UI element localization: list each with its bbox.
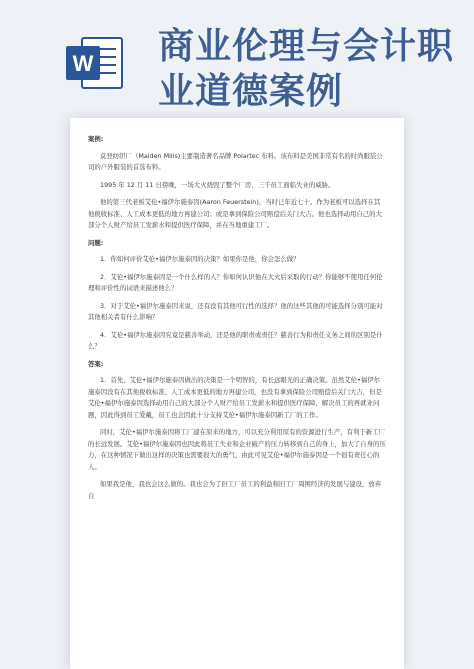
case-paragraph: 他的第三代老板艾伦•福伊尔施泰因(Aaron Feuerstein)，当时已年近七十。作为老板可以选择在其他税收标准、人工成本更低的地方再建公司；或是拿到保险公司赔偿后关门大吉。他也选择动用自己的大部分个人财产给员工发薪水和提供医疗保障，并在当地重建工厂。 [88,198,382,229]
answer-paragraph: 同时，艾伦•福伊尔施泰因将工厂建在原来的地方，可以充分利用原有的资源进行生产，有利于新工厂的长远发展。艾伦•福伊尔施泰因也因此将员工失业和企业破产的压力转移到自己的身上，加大了自身的压力，在这种情况下做出这样的决策也需要很大的勇气，由此可见艾伦•福伊尔施泰因是一个很有责任心的人。 [88,428,386,471]
question-item: 1．你如何评价艾伦•福伊尔施泰因的决策？如果你是他，你会怎么做？ [100,255,300,263]
questions-label: 问题: [88,238,104,247]
title-line-1: 商业伦理与会计职 [158,26,455,67]
case-label: 案例: [88,135,104,143]
case-paragraph: 1995 年 12 月 11 日傍晚，一场大火烧毁了整个厂房，三千员工面临失业的威胁。 [100,180,335,189]
logo-letter: W [72,51,94,76]
case-paragraph: 莫登纺织厂（Malden Mills)主要制造著名品牌 Polartec 布料。该布料是美国非常有名的时尚服装公司的户外服装的首选布料。 [88,151,383,171]
question-item: 4．艾伦•福伊尔施泰因究竟是慈善举动，还是他的职责或责任？慈善行为和责任义务之间的区别是什么？ [88,330,383,350]
page-title [158,24,458,114]
header-banner [0,0,474,112]
title-line-2: 业道德案例 [158,71,344,112]
document-body [88,134,386,508]
answer-label: 答案: [88,359,104,368]
question-item: 3．对于艾伦•福伊尔施泰因来说，还有没有其他可行性的选择？他的这些其他的可能选择分别可能对其他相关者有什么影响？ [88,301,383,321]
question-item: 2．艾伦•福伊尔施泰因是一个什么样的人？你如何认识他在大火后采取的行动？你能够不使用任何伦理和评价性的词语来描述他么？ [88,272,383,292]
answer-paragraph: 如果我是他，我也会这么做的。我也会为了旧工厂员工的利益和旧工厂周围经济的发展与建设，放弃自 [88,480,382,500]
word-document-icon [64,32,126,94]
answer-paragraph: 1．首先，艾伦•福伊尔施泰因做出的决策是一个明智的，有长远眼光的正确决策。虽然艾伦•福伊尔施泰因没有在其他税收标准、人工成本更低的地方再建公司，也没有拿到保险公司赔偿后关门大吉，但是艾伦•福伊尔施泰因选择动用自己的大部分个人财产给员工发薪水和提供医疗保障，解决员工的再就业问题，因此得到员工爱戴，员工也会因此十分支持艾伦•福伊尔施泰因新工厂的工作。 [88,376,382,419]
document-page [70,118,404,669]
